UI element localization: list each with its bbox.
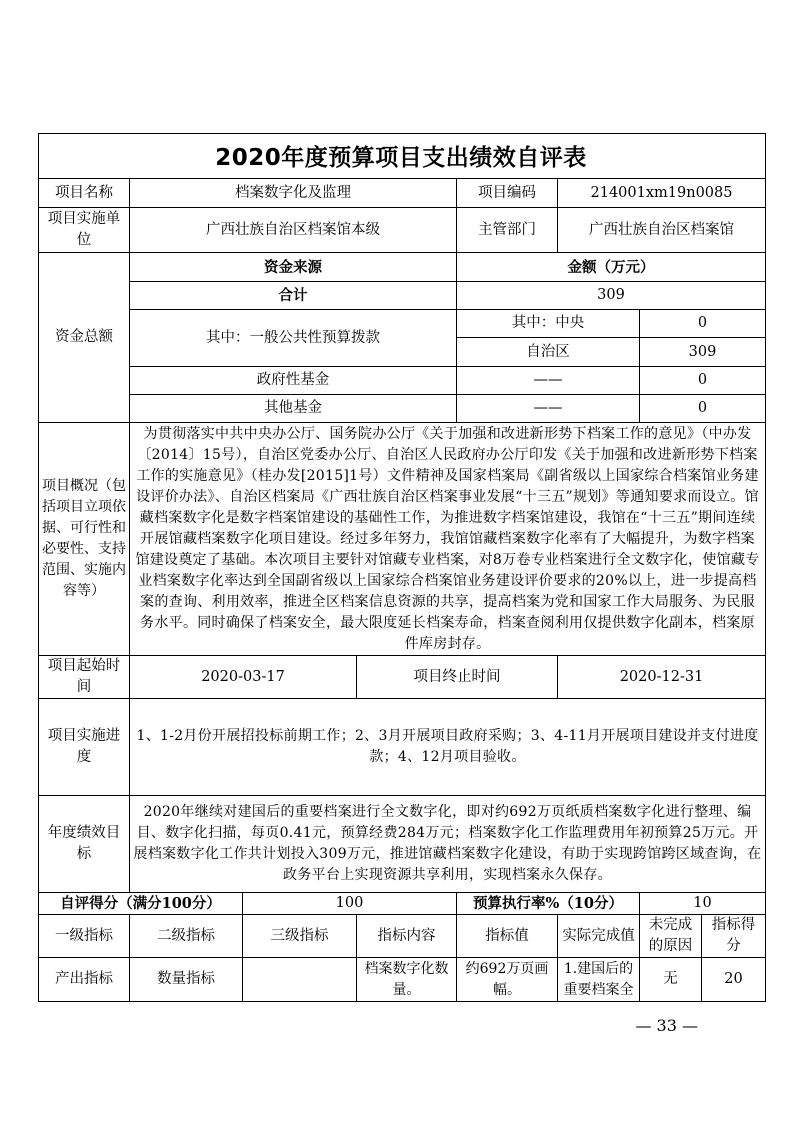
annual-goal-label: 年度绩效目标 bbox=[39, 796, 130, 893]
indicator-header-cell: 未完成的原因 bbox=[640, 915, 702, 958]
funds-total-row-value: 309 bbox=[457, 282, 766, 310]
indicator-header-cell: 一级指标 bbox=[39, 915, 130, 958]
indicator-header-cell: 三级指标 bbox=[243, 915, 357, 958]
funds-central-label: 其中：中央 bbox=[457, 310, 640, 338]
funds-gov-fund-dash: —— bbox=[457, 367, 640, 395]
funds-other-fund-label: 其他基金 bbox=[130, 395, 457, 423]
indicator-header-cell: 实际完成值 bbox=[558, 915, 640, 958]
implementing-unit-value: 广西壮族自治区档案馆本级 bbox=[130, 208, 457, 253]
funds-total-row-label: 合计 bbox=[130, 282, 457, 310]
funds-central-value: 0 bbox=[640, 310, 766, 338]
annual-goal-text: 2020年继续对建国后的重要档案进行全文数字化，即对约692万页纸质档案数字化进行整理、编目、数字化扫描，每页0.41元，预算经费284万元；档案数字化工作监理费用年初预算25万元。开展档案数字化工作共计划投入309万元，推进馆藏档案数字化建设，有助于实现跨馆跨区域查询，在政务平台上实现资源共享利用，实现档案永久保存。 bbox=[130, 796, 766, 893]
project-overview-label: 项目概况（包括项目立项依据、可行性和必要性、支持范围、实施内容等） bbox=[39, 423, 130, 656]
indicator-header-row bbox=[39, 915, 766, 958]
self-score-label: 自评得分（满分100分） bbox=[39, 893, 243, 915]
funds-region-label: 自治区 bbox=[457, 338, 640, 367]
competent-dept-value: 广西壮族自治区档案馆 bbox=[558, 208, 766, 253]
project-name-label: 项目名称 bbox=[39, 179, 130, 208]
performance-evaluation-table bbox=[38, 133, 766, 1002]
page-title: 2020年度预算项目支出绩效自评表 bbox=[215, 144, 587, 171]
indicator-header-cell: 指标得分 bbox=[702, 915, 766, 958]
page-number-text: — 33 — bbox=[635, 1016, 698, 1035]
project-overview-text: 为贯彻落实中共中央办公厅、国务院办公厅《关于加强和改进新形势下档案工作的意见》（中办发〔2014〕15号），自治区党委办公厅、自治区人民政府办公厅印发《关于加强和改进新形势下档案工作的实施意见》（桂办发[2015]1号）文件精神及国家档案局《副省级以上国家综合档案馆业务建设评价办法》、自治区档案局《广西壮族自治区档案事业发展“十三五”规划》等通知要求而设立。馆藏档案数字化是数字档案馆建设的基础性工作，为推进数字档案馆建设，我馆在“十三五”期间连续开展馆藏档案数字化项目建设。经过多年努力，我馆馆藏档案数字化率有了大幅提升，为数字档案馆建设奠定了基础。本次项目主要针对馆藏专业档案，对8万卷专业档案进行全文数字化，使馆藏专业档案数字化率达到全国副省级以上国家综合档案馆业务建设评价要求的20%以上，进一步提高档案的查询、利用效率，推进全区档案信息资源的共享，提高档案为党和国家工作大局服务、为民服务水平。同时确保了档案安全，最大限度延长档案寿命，档案查阅利用仅提供数字化副本，档案原件库房封存。 bbox=[130, 423, 766, 656]
indicator-level1: 产出指标 bbox=[39, 958, 130, 1002]
budget-execution-label: 预算执行率%（10分） bbox=[457, 893, 640, 915]
budget-execution-value: 10 bbox=[640, 893, 766, 915]
implementation-progress-label: 项目实施进度 bbox=[39, 699, 130, 796]
indicator-header-cell: 指标值 bbox=[457, 915, 558, 958]
indicator-level2: 数量指标 bbox=[130, 958, 243, 1002]
project-end-label: 项目终止时间 bbox=[357, 656, 558, 699]
project-code-label: 项目编码 bbox=[457, 179, 558, 208]
indicator-level3 bbox=[243, 958, 357, 1002]
funds-general-budget-label: 其中：一般公共性预算拨款 bbox=[130, 310, 457, 367]
indicator-value: 约692万页画幅。 bbox=[457, 958, 558, 1002]
indicator-reason: 无 bbox=[640, 958, 702, 1002]
project-code-value: 214001xm19n0085 bbox=[558, 179, 766, 208]
funds-amount-header: 金额（万元） bbox=[457, 253, 766, 282]
funds-other-fund-dash: —— bbox=[457, 395, 640, 423]
indicator-actual: 1.建国后的重要档案全 bbox=[558, 958, 640, 1002]
competent-dept-label: 主管部门 bbox=[457, 208, 558, 253]
implementation-progress-text: 1、1-2月份开展招投标前期工作；2、3月开展项目政府采购；3、4-11月开展项目建设并支付进度款；4、12月项目验收。 bbox=[130, 699, 766, 796]
funds-gov-fund-value: 0 bbox=[640, 367, 766, 395]
indicator-content: 档案数字化数量。 bbox=[357, 958, 457, 1002]
funds-source-header: 资金来源 bbox=[130, 253, 457, 282]
indicator-header-cell: 二级指标 bbox=[130, 915, 243, 958]
project-name-value: 档案数字化及监理 bbox=[130, 179, 457, 208]
project-start-label: 项目起始时间 bbox=[39, 656, 130, 699]
indicator-score: 20 bbox=[702, 958, 766, 1002]
project-start-value: 2020-03-17 bbox=[130, 656, 357, 699]
funds-other-fund-value: 0 bbox=[640, 395, 766, 423]
funds-total-label: 资金总额 bbox=[39, 253, 130, 423]
funds-region-value: 309 bbox=[640, 338, 766, 367]
indicator-header-cell: 指标内容 bbox=[357, 915, 457, 958]
table-row bbox=[39, 958, 766, 1002]
implementing-unit-label: 项目实施单位 bbox=[39, 208, 130, 253]
project-end-value: 2020-12-31 bbox=[558, 656, 766, 699]
funds-gov-fund-label: 政府性基金 bbox=[130, 367, 457, 395]
page-number bbox=[0, 1016, 794, 1035]
self-score-value: 100 bbox=[243, 893, 457, 915]
